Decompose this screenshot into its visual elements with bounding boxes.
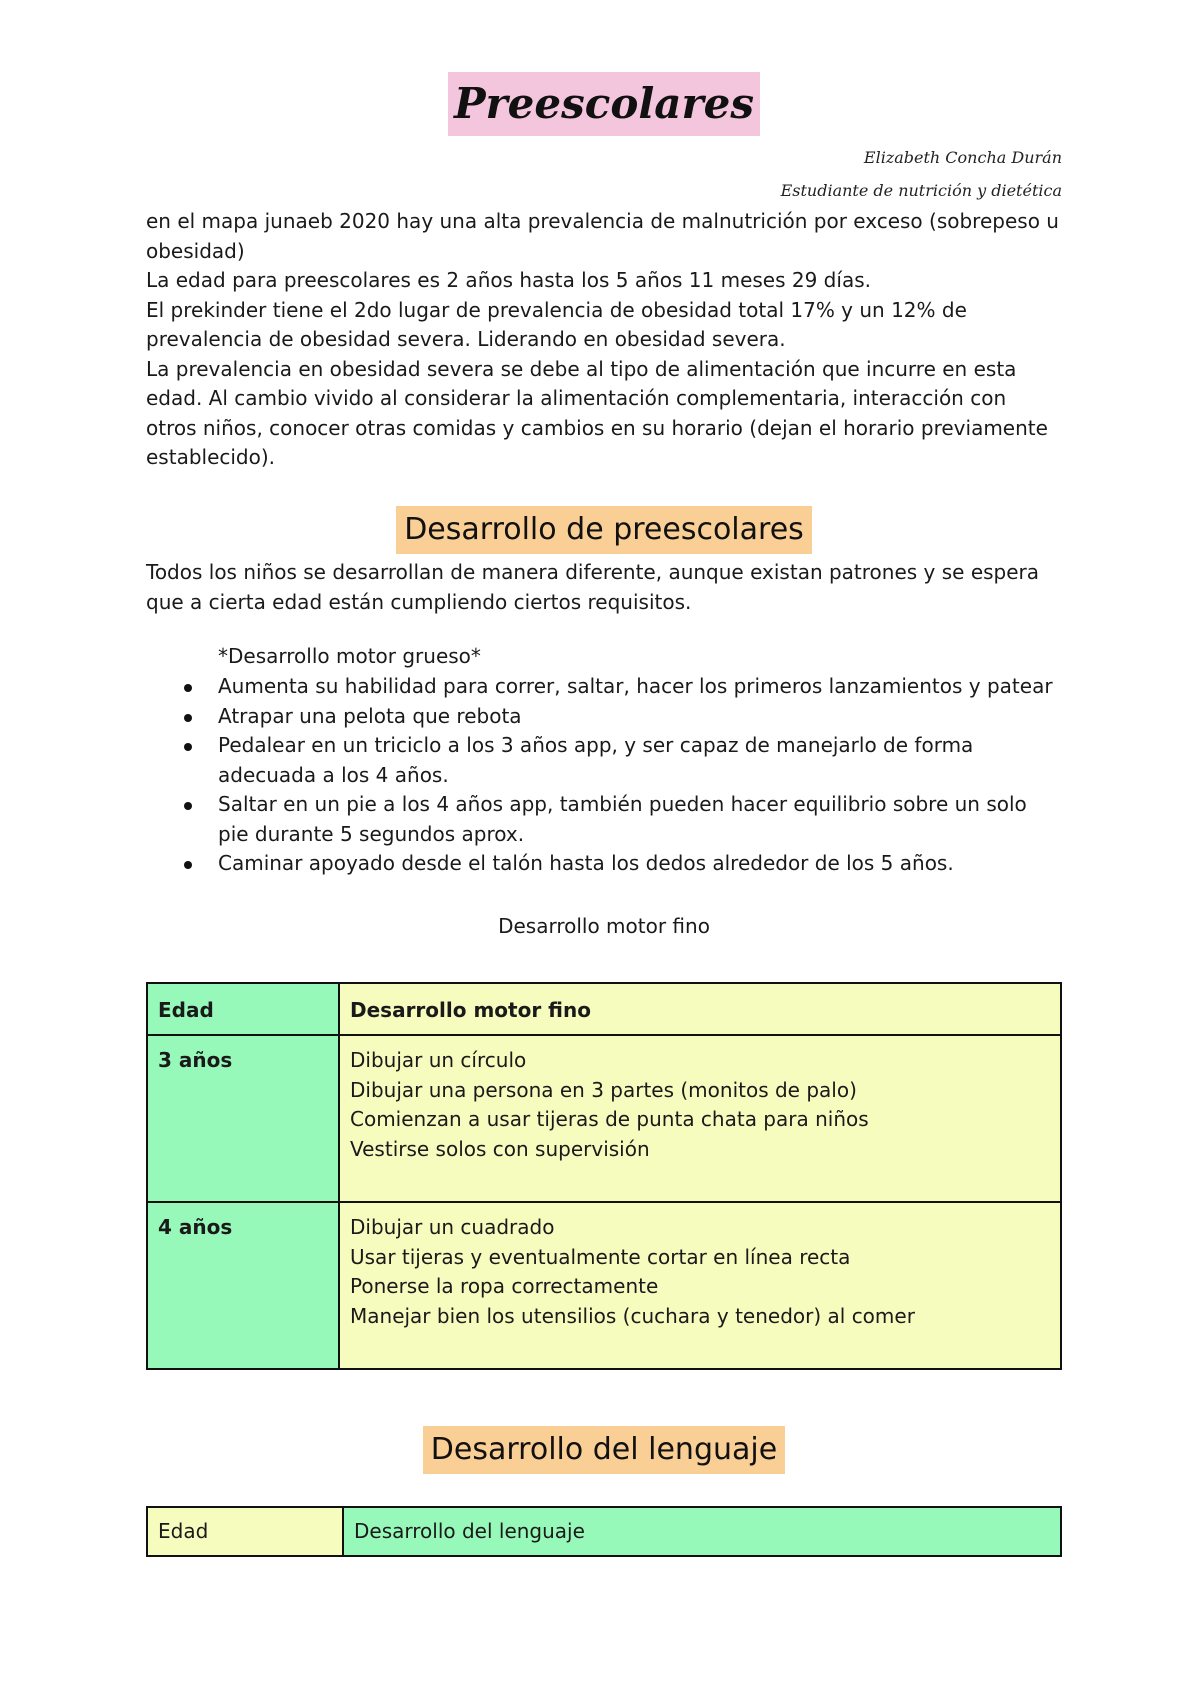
list-item [146, 672, 1062, 702]
bullet-icon [184, 714, 192, 722]
table-header-cell: Desarrollo motor fino [339, 983, 1061, 1035]
list-item-text: Caminar apoyado desde el talón hasta los dedos alrededor de los 5 años. [218, 851, 954, 875]
table-cell-line: Dibujar un cuadrado [350, 1215, 555, 1239]
list-item [146, 702, 1062, 732]
list-item [146, 790, 1062, 849]
intro-paragraph: La prevalencia en obesidad severa se debe al tipo de alimentación que incurre en esta edad. Al cambio vivido al considerar la alimentación complementaria, interacción con otros niños, conocer otras comidas y cambios en su horario (dejan el horario previamente establecido). [146, 356, 1048, 469]
bullet-icon [184, 861, 192, 869]
section-heading-wrap [146, 506, 1062, 554]
table-row [147, 1202, 1061, 1369]
page-title: Preescolares [448, 72, 760, 136]
intro-paragraph: El prekinder tiene el 2do lugar de prevalencia de obesidad total 17% y un 12% de prevalencia de obesidad severa. Liderando en obesidad severa. [146, 297, 967, 351]
table-header-cell: Desarrollo del lenguaje [343, 1507, 1061, 1556]
table-cell-line: Manejar bien los utensilios (cuchara y tenedor) al comer [350, 1303, 915, 1328]
motor-fino-table [146, 982, 1062, 1370]
list-item-text: Atrapar una pelota que rebota [218, 703, 522, 728]
table-header-cell: Edad [147, 983, 339, 1035]
motor-grueso-label: *Desarrollo motor grueso* [218, 644, 481, 668]
section-heading-desarrollo: Desarrollo de preescolares [396, 506, 812, 554]
table-cell-line: Dibujar un círculo [350, 1048, 527, 1072]
bullet-icon [184, 684, 192, 692]
author-name: Elizabeth Concha Durán [863, 148, 1062, 167]
motor-fino-caption: Desarrollo motor fino [498, 914, 710, 938]
table-header-row [147, 983, 1061, 1035]
intro-paragraph: La edad para preescolares es 2 años hasta los 5 años 11 meses 29 días. [146, 268, 871, 292]
list-item-text: Aumenta su habilidad para correr, saltar, hacer los primeros lanzamientos y patear [218, 674, 1053, 698]
list-item [146, 849, 1062, 879]
title-wrap [146, 72, 1062, 136]
list-item [146, 731, 1062, 790]
table-cell-line: Vestirse solos con supervisión [350, 1136, 650, 1161]
table-row [147, 1035, 1061, 1202]
bullet-icon [184, 743, 192, 751]
table-cell-age: 4 años [147, 1202, 339, 1369]
table-header-cell: Edad [147, 1507, 343, 1556]
table-cell-items [339, 1202, 1061, 1369]
table-cell-line: Usar tijeras y eventualmente cortar en línea recta [350, 1244, 851, 1269]
author-role: Estudiante de nutrición y dietética [780, 181, 1062, 200]
table-cell-line: Ponerse la ropa correctamente [350, 1274, 659, 1298]
table-header-row [147, 1507, 1061, 1556]
section-heading-lenguaje: Desarrollo del lenguaje [423, 1426, 785, 1474]
table-cell-items [339, 1035, 1061, 1202]
intro-paragraph: en el mapa junaeb 2020 hay una alta prevalencia de malnutrición por exceso (sobrepeso u obesidad) [146, 209, 1059, 263]
bullet-list [146, 672, 1062, 879]
section-paragraph: Todos los niños se desarrollan de manera diferente, aunque existan patrones y se espera que a cierta edad están cumpliendo ciertos requisitos. [146, 560, 1040, 614]
table-cell-line: Comienzan a usar tijeras de punta chata para niños [350, 1107, 869, 1131]
list-item-text: Pedalear en un triciclo a los 3 años app, y ser capaz de manejarlo de forma adecuada a los 4 años. [218, 733, 974, 787]
table-cell-line: Dibujar una persona en 3 partes (monitos de palo) [350, 1077, 857, 1102]
intro-text [146, 207, 1062, 473]
section-heading-wrap [146, 1426, 1062, 1474]
bullet-icon [184, 802, 192, 810]
table-cell-age: 3 años [147, 1035, 339, 1202]
lenguaje-table [146, 1506, 1062, 1557]
list-item-text: Saltar en un pie a los 4 años app, también pueden hacer equilibrio sobre un solo pie durante 5 segundos aprox. [218, 792, 1027, 846]
